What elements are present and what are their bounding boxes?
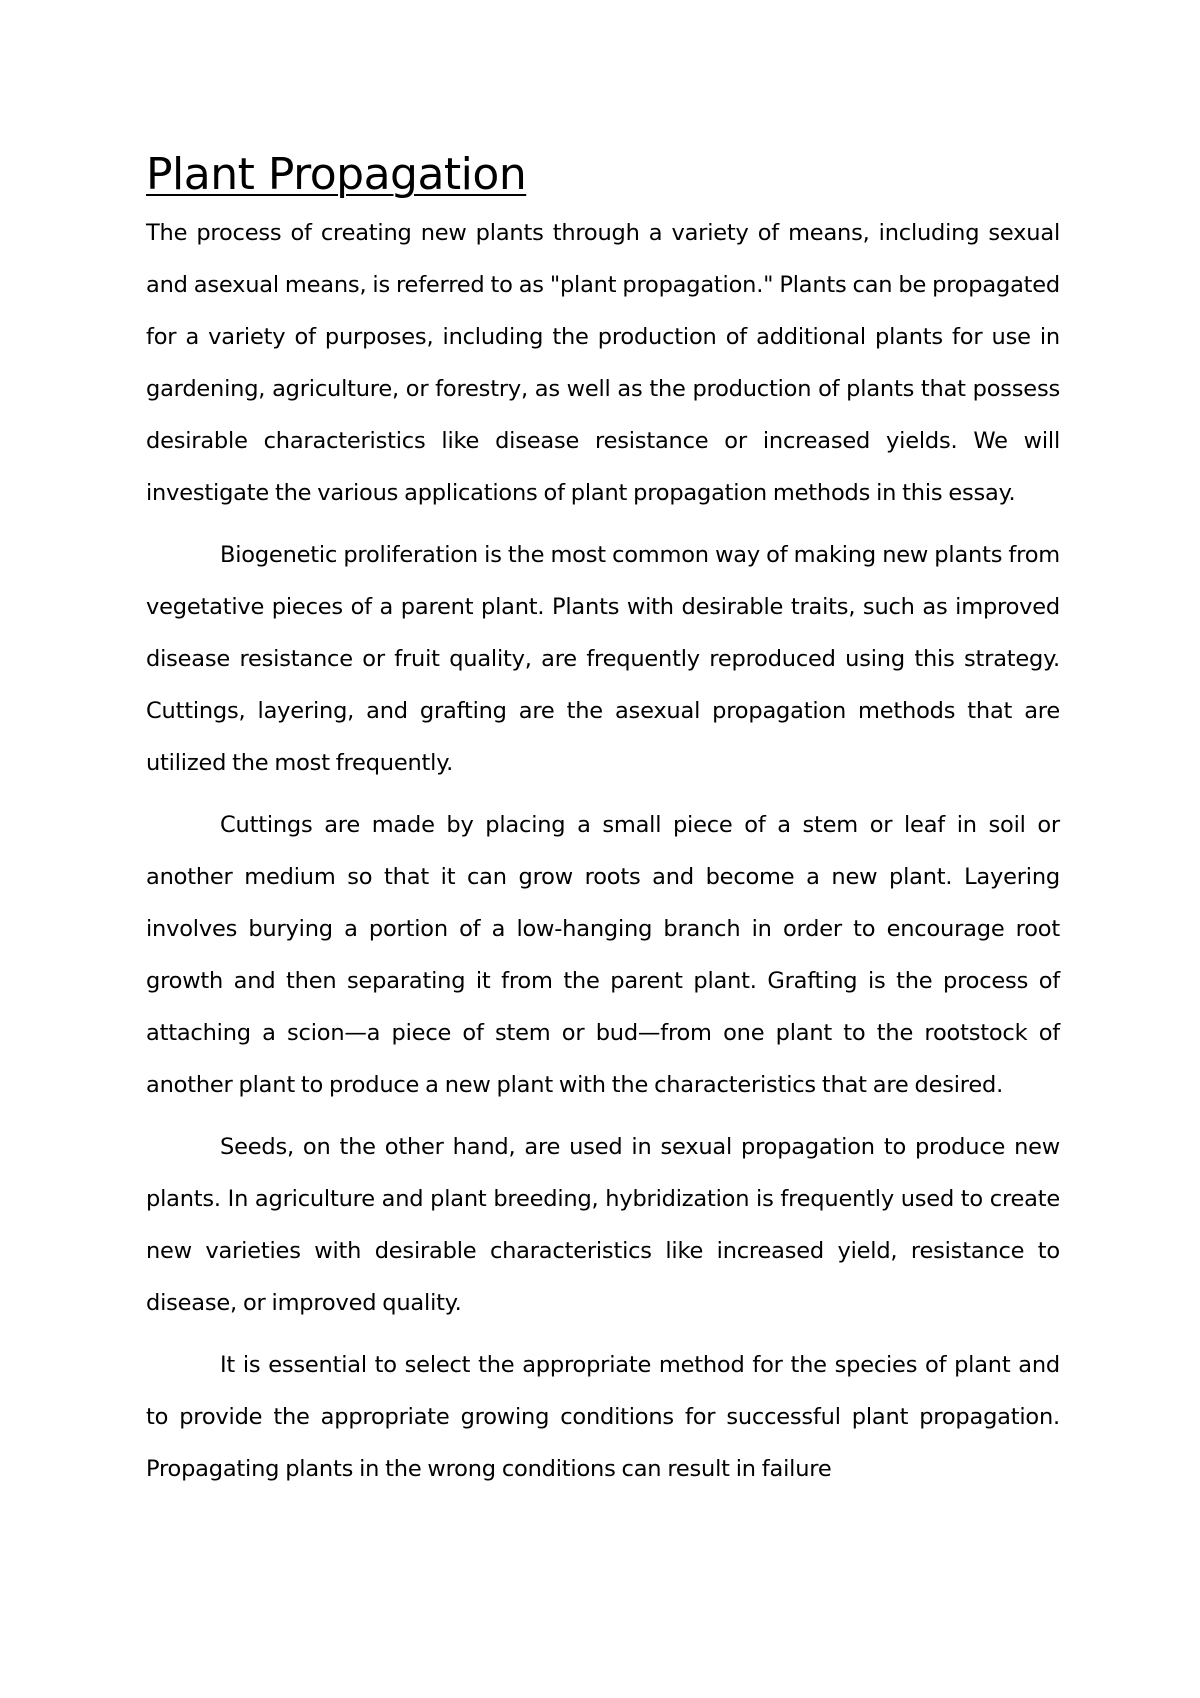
- document-page: [146, 145, 1060, 1505]
- document-title: Plant Propagation: [146, 149, 527, 200]
- paragraph-sexual: Seeds, on the other hand, are used in sexual propagation to produce new plants. In agriculture and plant breeding, hybridization is frequently used to create new varieties with desirable characteristics like increased yield, resistance to disease, or improved quality.: [146, 1134, 1060, 1316]
- paragraph-intro: The process of creating new plants through a variety of means, including sexual and asexual means, is referred to as "plant propagation." Plants can be propagated for a variety of purposes, including the production of additional plants for use in gardening, agriculture, or forestry, as well as the production of plants that possess desirable characteristics like disease resistance or increased yields. We will investigate the various applications of plant propagation methods in this essay.: [146, 220, 1060, 506]
- paragraph-methods: Cuttings are made by placing a small piece of a stem or leaf in soil or another medium so that it can grow roots and become a new plant. Layering involves burying a portion of a low-hanging branch in order to encourage root growth and then separating it from the parent plant. Grafting is the process of attaching a scion—a piece of stem or bud—from one plant to the rootstock of another plant to produce a new plant with the characteristics that are desired.: [146, 812, 1060, 1098]
- paragraph-asexual: Biogenetic proliferation is the most common way of making new plants from vegetative pieces of a parent plant. Plants with desirable traits, such as improved disease resistance or fruit quality, are frequently reproduced using this strategy. Cuttings, layering, and grafting are the asexual propagation methods that are utilized the most frequently.: [146, 542, 1060, 776]
- paragraph-conditions: It is essential to select the appropriate method for the species of plant and to provide the appropriate growing conditions for successful plant propagation. Propagating plants in the wrong conditions can result in failure: [146, 1352, 1060, 1482]
